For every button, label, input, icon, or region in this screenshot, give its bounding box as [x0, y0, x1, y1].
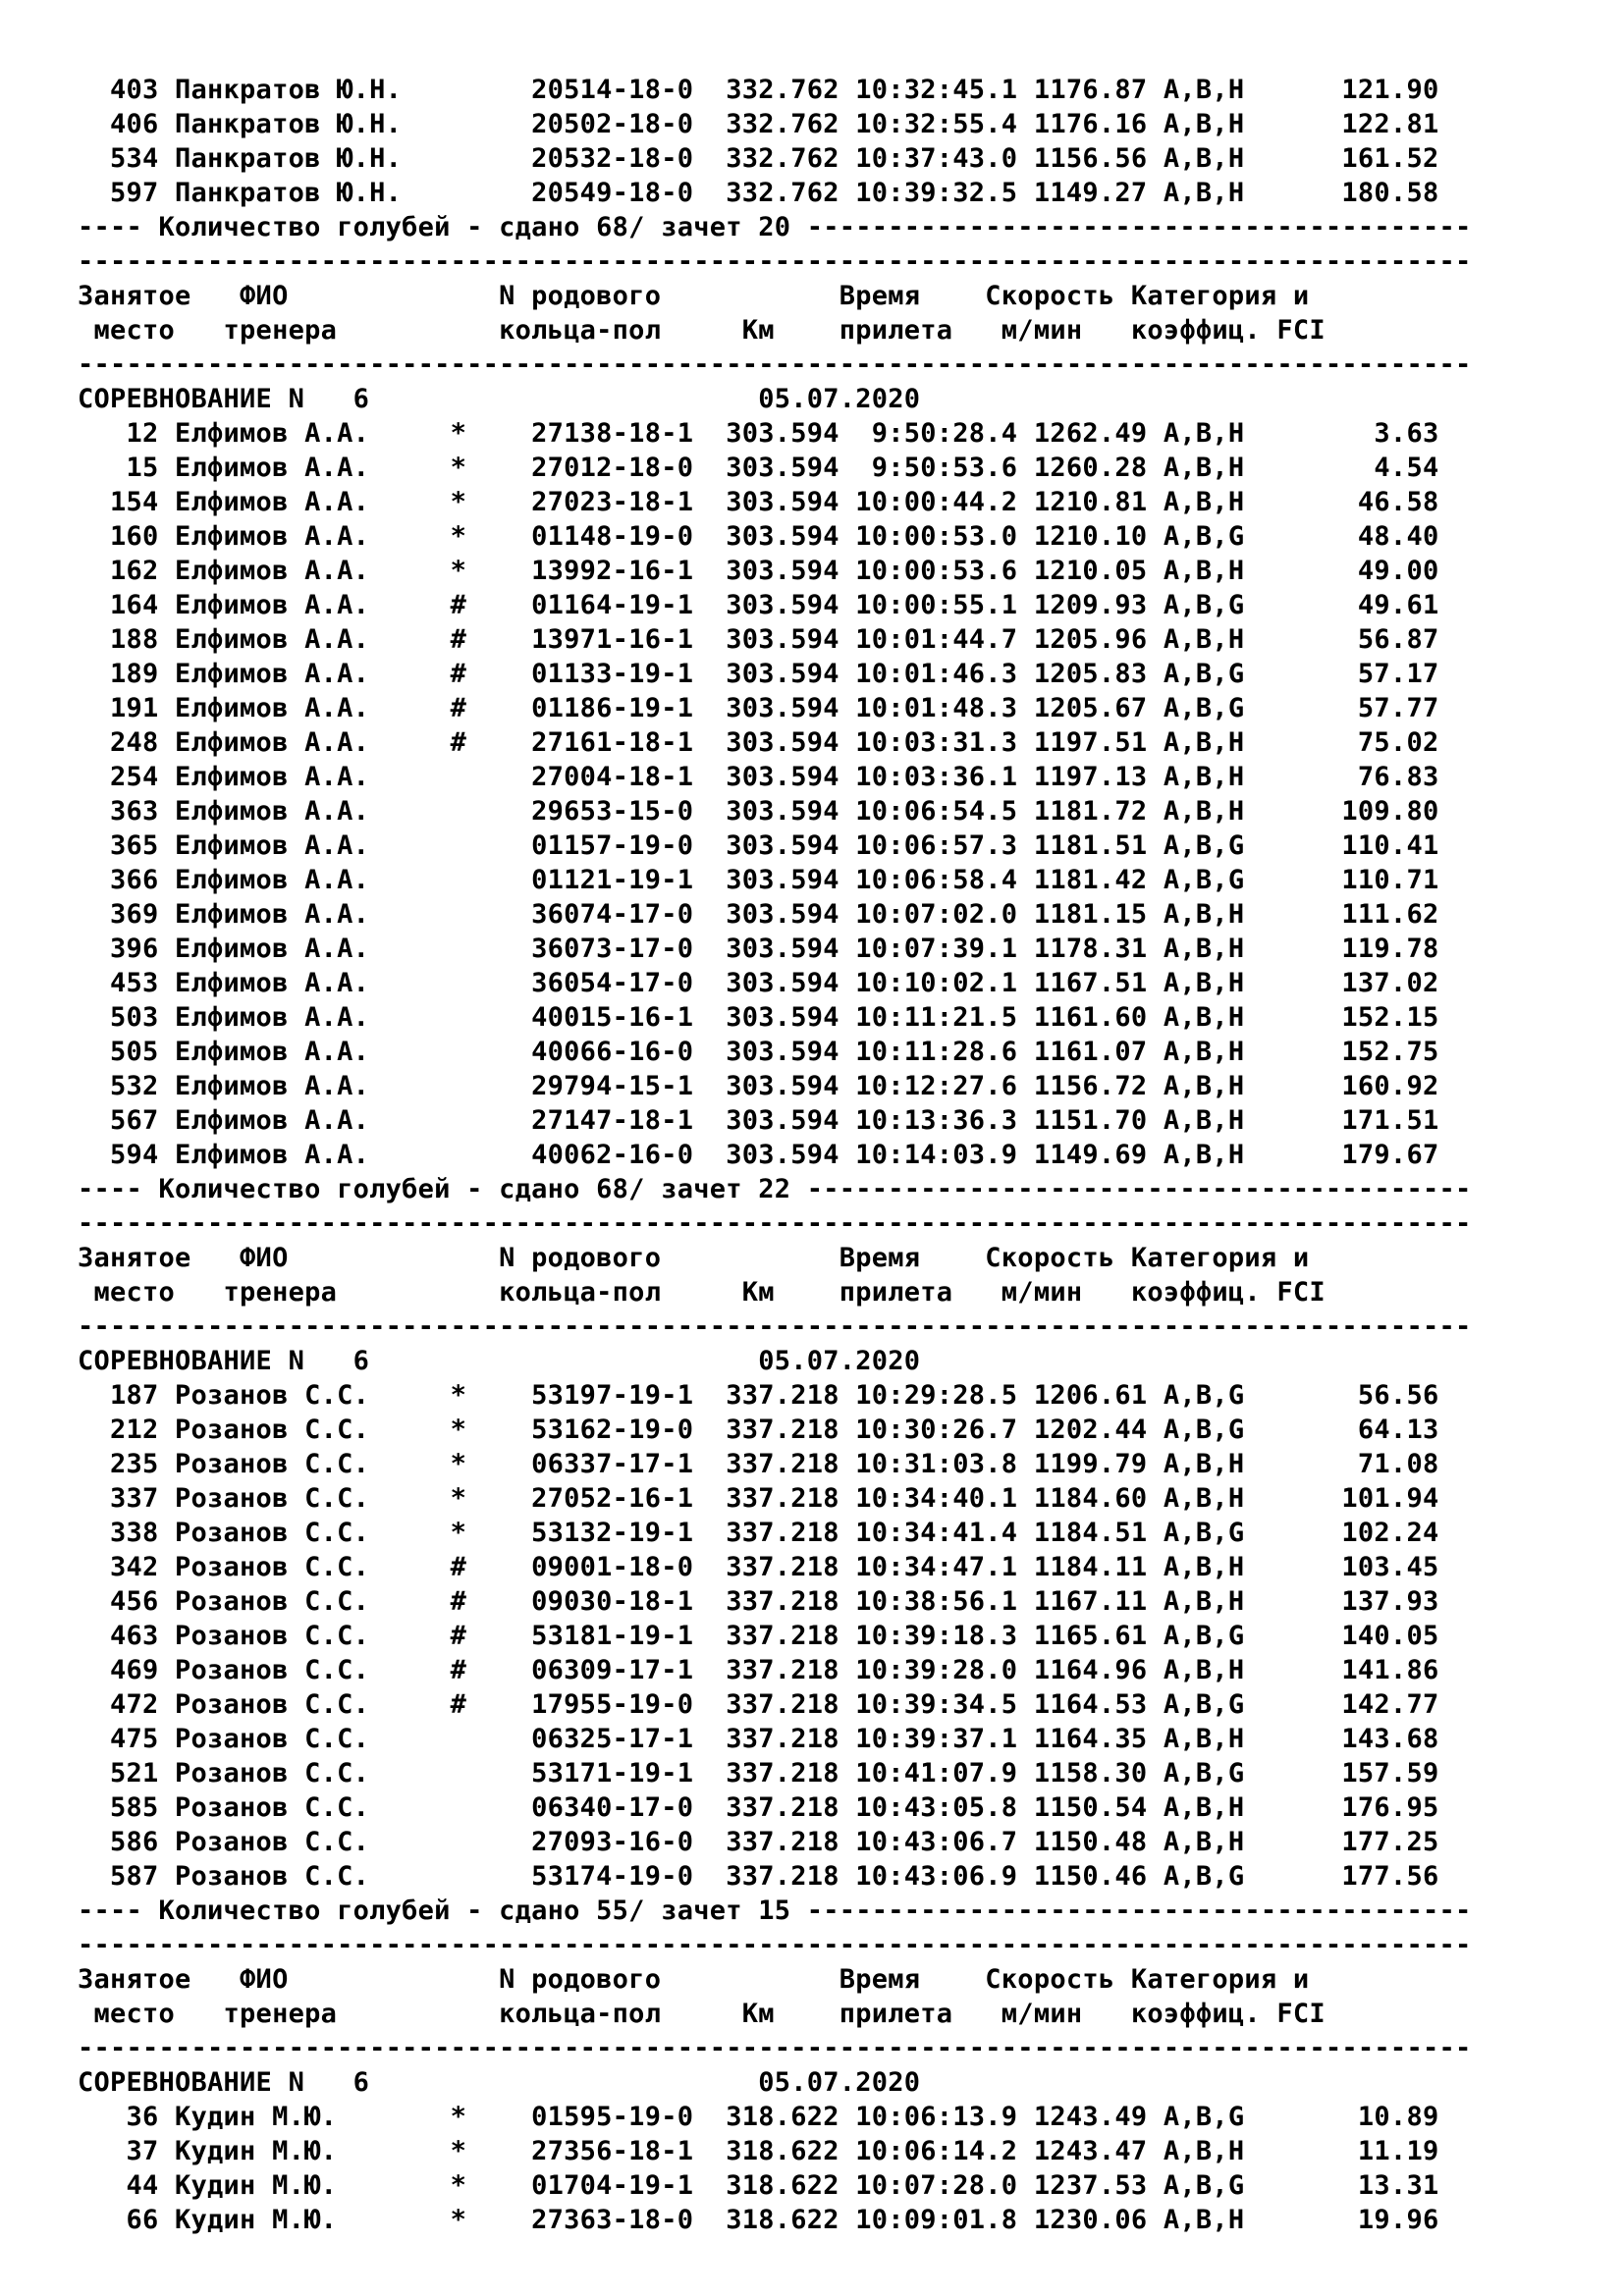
result-row: 594 Елфимов А.А. 40062-16-0 303.594 10:14:03.9 1149.69 A,B,H 179.67 — [78, 1140, 1439, 1170]
result-row: 469 Розанов С.С. # 06309-17-1 337.218 10:39:28.0 1164.96 A,B,H 141.86 — [78, 1655, 1439, 1685]
divider-line: -------------------------------------------------------------------------------------- — [78, 2033, 1472, 2063]
result-row: 164 Елфимов А.А. # 01164-19-1 303.594 10:00:55.1 1209.93 A,B,G 49.61 — [78, 590, 1439, 620]
result-row: 363 Елфимов А.А. 29653-15-0 303.594 10:06:54.5 1181.72 A,B,H 109.80 — [78, 796, 1439, 827]
divider-line: -------------------------------------------------------------------------------------- — [78, 349, 1472, 380]
result-row: 597 Панкратов Ю.Н. 20549-18-0 332.762 10:39:32.5 1149.27 A,B,H 180.58 — [78, 178, 1439, 208]
result-row: 585 Розанов С.С. 06340-17-0 337.218 10:43:05.8 1150.54 A,B,H 176.95 — [78, 1792, 1439, 1823]
result-row: 162 Елфимов А.А. * 13992-16-1 303.594 10:00:53.6 1210.05 A,B,H 49.00 — [78, 556, 1439, 586]
result-row: 463 Розанов С.С. # 53181-19-1 337.218 10:39:18.3 1165.61 A,B,G 140.05 — [78, 1621, 1439, 1651]
result-row: 472 Розанов С.С. # 17955-19-0 337.218 10:39:34.5 1164.53 A,B,G 142.77 — [78, 1689, 1439, 1720]
result-row: 403 Панкратов Ю.Н. 20514-18-0 332.762 10:32:45.1 1176.87 A,B,H 121.90 — [78, 75, 1439, 105]
result-row: 342 Розанов С.С. # 09001-18-0 337.218 10:34:47.1 1184.11 A,B,H 103.45 — [78, 1552, 1439, 1582]
result-row: 37 Кудин М.Ю. * 27356-18-1 318.622 10:06:14.2 1243.47 A,B,H 11.19 — [78, 2136, 1439, 2166]
result-row: 189 Елфимов А.А. # 01133-19-1 303.594 10:01:46.3 1205.83 A,B,G 57.17 — [78, 659, 1439, 689]
result-row: 160 Елфимов А.А. * 01148-19-0 303.594 10:00:53.0 1210.10 A,B,G 48.40 — [78, 521, 1439, 552]
result-row: 586 Розанов С.С. 27093-16-0 337.218 10:43:06.7 1150.48 A,B,H 177.25 — [78, 1827, 1439, 1857]
result-row: 154 Елфимов А.А. * 27023-18-1 303.594 10:00:44.2 1210.81 A,B,H 46.58 — [78, 487, 1439, 517]
result-row: 366 Елфимов А.А. 01121-19-1 303.594 10:06:58.4 1181.42 A,B,G 110.71 — [78, 865, 1439, 895]
column-header: место тренера кольца-пол Км прилета м/мин коэффиц. FCI — [78, 1999, 1326, 2029]
column-header: место тренера кольца-пол Км прилета м/мин коэффиц. FCI — [78, 1277, 1326, 1308]
result-row: 456 Розанов С.С. # 09030-18-1 337.218 10:38:56.1 1167.11 A,B,H 137.93 — [78, 1586, 1439, 1617]
result-row: 338 Розанов С.С. * 53132-19-1 337.218 10:34:41.4 1184.51 A,B,G 102.24 — [78, 1518, 1439, 1548]
column-header: Занятое ФИО N родового Время Скорость Категория и — [78, 1964, 1310, 1995]
divider-line: -------------------------------------------------------------------------------------- — [78, 1208, 1472, 1239]
result-row: 188 Елфимов А.А. # 13971-16-1 303.594 10:01:44.7 1205.96 A,B,H 56.87 — [78, 624, 1439, 655]
divider-line: -------------------------------------------------------------------------------------- — [78, 1311, 1472, 1342]
section-summary: ---- Количество голубей - сдано 68/ зачет 20 ----------------------------------------- — [78, 212, 1472, 242]
competition-header: СОРЕВНОВАНИЕ N 6 05.07.2020 — [78, 1346, 921, 1376]
result-row: 567 Елфимов А.А. 27147-18-1 303.594 10:13:36.3 1151.70 A,B,H 171.51 — [78, 1105, 1439, 1136]
result-row: 44 Кудин М.Ю. * 01704-19-1 318.622 10:07:28.0 1237.53 A,B,G 13.31 — [78, 2170, 1439, 2201]
competition-header: СОРЕВНОВАНИЕ N 6 05.07.2020 — [78, 2067, 921, 2098]
result-row: 503 Елфимов А.А. 40015-16-1 303.594 10:11:21.5 1161.60 A,B,H 152.15 — [78, 1002, 1439, 1033]
divider-line: -------------------------------------------------------------------------------------- — [78, 1930, 1472, 1960]
result-row: 369 Елфимов А.А. 36074-17-0 303.594 10:07:02.0 1181.15 A,B,H 111.62 — [78, 899, 1439, 930]
result-row: 15 Елфимов А.А. * 27012-18-0 303.594 9:50:53.6 1260.28 A,B,H 4.54 — [78, 453, 1439, 483]
result-row: 532 Елфимов А.А. 29794-15-1 303.594 10:12:27.6 1156.72 A,B,H 160.92 — [78, 1071, 1439, 1101]
section-summary: ---- Количество голубей - сдано 68/ зачет 22 ----------------------------------------- — [78, 1174, 1472, 1204]
result-row: 396 Елфимов А.А. 36073-17-0 303.594 10:07:39.1 1178.31 A,B,H 119.78 — [78, 934, 1439, 964]
result-row: 521 Розанов С.С. 53171-19-1 337.218 10:41:07.9 1158.30 A,B,G 157.59 — [78, 1758, 1439, 1789]
result-row: 587 Розанов С.С. 53174-19-0 337.218 10:43:06.9 1150.46 A,B,G 177.56 — [78, 1861, 1439, 1892]
result-row: 191 Елфимов А.А. # 01186-19-1 303.594 10:01:48.3 1205.67 A,B,G 57.77 — [78, 693, 1439, 723]
result-row: 235 Розанов С.С. * 06337-17-1 337.218 10:31:03.8 1199.79 A,B,H 71.08 — [78, 1449, 1439, 1479]
result-row: 254 Елфимов А.А. 27004-18-1 303.594 10:03:36.1 1197.13 A,B,H 76.83 — [78, 762, 1439, 792]
column-header: место тренера кольца-пол Км прилета м/мин коэффиц. FCI — [78, 315, 1326, 346]
divider-line: -------------------------------------------------------------------------------------- — [78, 246, 1472, 277]
result-row: 337 Розанов С.С. * 27052-16-1 337.218 10:34:40.1 1184.60 A,B,H 101.94 — [78, 1483, 1439, 1514]
result-row: 66 Кудин М.Ю. * 27363-18-0 318.622 10:09:01.8 1230.06 A,B,H 19.96 — [78, 2205, 1439, 2235]
result-row: 505 Елфимов А.А. 40066-16-0 303.594 10:11:28.6 1161.07 A,B,H 152.75 — [78, 1037, 1439, 1067]
result-row: 365 Елфимов А.А. 01157-19-0 303.594 10:06:57.3 1181.51 A,B,G 110.41 — [78, 830, 1439, 861]
column-header: Занятое ФИО N родового Время Скорость Категория и — [78, 1243, 1310, 1273]
result-row: 453 Елфимов А.А. 36054-17-0 303.594 10:10:02.1 1167.51 A,B,H 137.02 — [78, 968, 1439, 998]
result-row: 406 Панкратов Ю.Н. 20502-18-0 332.762 10:32:55.4 1176.16 A,B,H 122.81 — [78, 109, 1439, 139]
competition-header: СОРЕВНОВАНИЕ N 6 05.07.2020 — [78, 384, 921, 414]
result-row: 12 Елфимов А.А. * 27138-18-1 303.594 9:50:28.4 1262.49 A,B,H 3.63 — [78, 418, 1439, 449]
result-row: 248 Елфимов А.А. # 27161-18-1 303.594 10:03:31.3 1197.51 A,B,H 75.02 — [78, 727, 1439, 758]
result-row: 212 Розанов С.С. * 53162-19-0 337.218 10:30:26.7 1202.44 A,B,G 64.13 — [78, 1415, 1439, 1445]
section-summary: ---- Количество голубей - сдано 55/ зачет 15 ----------------------------------------- — [78, 1896, 1472, 1926]
results-report — [78, 73, 1471, 2237]
column-header: Занятое ФИО N родового Время Скорость Категория и — [78, 281, 1310, 311]
result-row: 36 Кудин М.Ю. * 01595-19-0 318.622 10:06:13.9 1243.49 A,B,G 10.89 — [78, 2102, 1439, 2132]
result-row: 475 Розанов С.С. 06325-17-1 337.218 10:39:37.1 1164.35 A,B,H 143.68 — [78, 1724, 1439, 1754]
result-row: 534 Панкратов Ю.Н. 20532-18-0 332.762 10:37:43.0 1156.56 A,B,H 161.52 — [78, 143, 1439, 174]
result-row: 187 Розанов С.С. * 53197-19-1 337.218 10:29:28.5 1206.61 A,B,G 56.56 — [78, 1380, 1439, 1411]
